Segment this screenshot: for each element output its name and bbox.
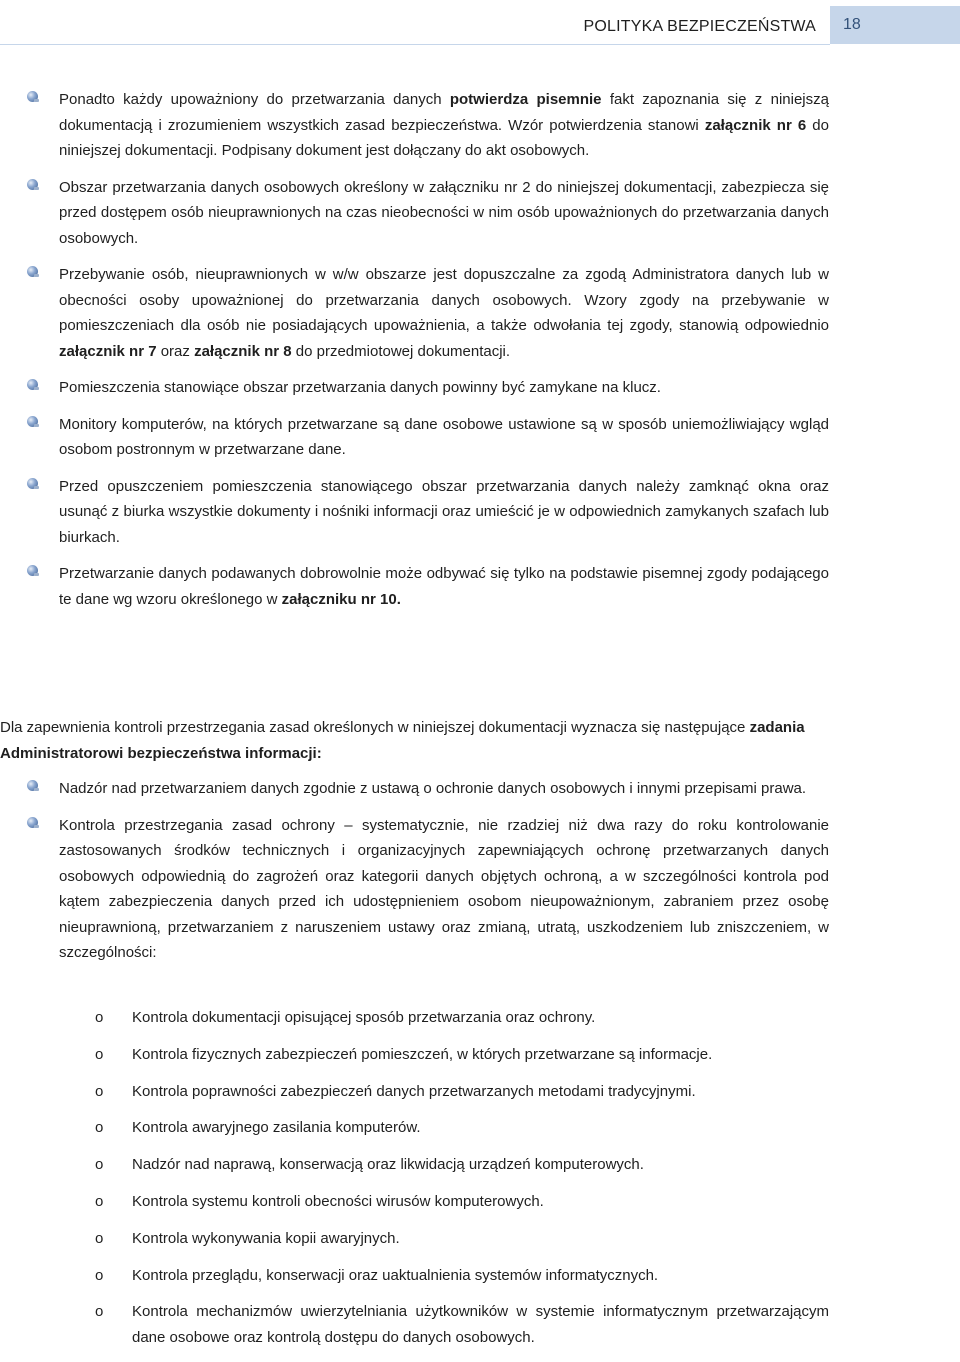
- text-run: Monitory komputerów, na których przetwarzane są dane osobowe ustawione są w sposób uniemożliwiający wgląd osobom postronnym w przetwarzane dane.: [59, 415, 829, 458]
- bullet-icon: [27, 379, 38, 390]
- sublist-text: Nadzór nad naprawą, konserwacją oraz likwidacją urządzeń komputerowych.: [132, 1156, 644, 1174]
- page-number: 18: [830, 6, 960, 44]
- sublist-text: Kontrola mechanizmów uwierzytelniania użytkowników w systemie informatycznym przetwarzającym dane osobowe oraz kontrolą dostępu do danych osobowych.: [132, 1303, 829, 1346]
- bullet-item: [0, 175, 829, 252]
- circle-marker-icon: o: [95, 1192, 104, 1210]
- circle-marker-icon: o: [95, 1303, 104, 1321]
- bullet-text: [59, 262, 829, 364]
- sublist-item: [0, 1005, 829, 1031]
- circle-marker-icon: o: [95, 1156, 104, 1174]
- page-header: [0, 0, 960, 44]
- intro-text: Dla zapewnienia kontroli przestrzegania zasad określonych w niniejszej dokumentacji wyznacza się następujące: [0, 719, 750, 736]
- text-run: Obszar przetwarzania danych osobowych określony w załączniku nr 2 do niniejszej dokumentacji, zabezpiecza się przed dostępem osób nieuprawnionych na czas nieobecności w nim osób upoważnionych do przetwarzania danych osobowych.: [59, 178, 829, 247]
- sublist-text: Kontrola systemu kontroli obecności wirusów komputerowych.: [132, 1192, 544, 1210]
- bullet-icon: [27, 817, 38, 828]
- bullet-text: [59, 561, 829, 612]
- intro-bold: zadania Administratorowi bezpieczeństwa informacji:: [0, 719, 805, 762]
- circle-marker-icon: o: [95, 1119, 104, 1137]
- sublist-item: [0, 1042, 829, 1068]
- text-run: Przetwarzanie danych podawanych dobrowolnie może odbywać się tylko na podstawie pisemnej zgody podającego te dane wg wzoru określonego w: [59, 565, 829, 608]
- bullet-item: [0, 813, 829, 966]
- text-run: oraz: [156, 342, 195, 360]
- text-run: Pomieszczenia stanowiące obszar przetwarzania danych powinny być zamykane na klucz.: [59, 379, 661, 396]
- text-run: Kontrola przestrzegania zasad ochrony – systematycznie, nie rzadziej niż dwa razy do roku kontrolowanie zastosowanych środków technicznych i organizacyjnych zapewniających ochronę przetwarzanych danych osobowych odpowiednią do zagrożeń oraz kategorii danych objętych ochroną, a w szczególności kontrola pod kątem zabezpieczenia danych przed ich udostępnieniem osobom nieupoważnionym, zabraniem przez osobę nieuprawnioną, przetwarzaniem z naruszeniem ustawy oraz zmianą, utratą, uszkodzeniem lub zniszczeniem, w szczególności:: [59, 816, 829, 961]
- bold-text: załącznik nr 6: [704, 116, 807, 134]
- bold-text: załączniku nr 10.: [281, 590, 401, 608]
- sublist-text: Kontrola fizycznych zabezpieczeń pomieszczeń, w których przetwarzane są informacje.: [132, 1045, 713, 1063]
- bullet-icon: [27, 91, 38, 102]
- sublist-text: Kontrola wykonywania kopii awaryjnych.: [132, 1229, 400, 1247]
- section-intro: [0, 715, 830, 766]
- sublist-item: [0, 1189, 829, 1215]
- sublist-item: [0, 1115, 829, 1141]
- text-run: Przed opuszczeniem pomieszczenia stanowiącego obszar przetwarzania danych należy zamknąć okna oraz usunąć z biurka wszystkie dokumenty i nośniki informacji oraz umieścić je w odpowiednich zamykanych szafach lub biurkach.: [59, 477, 829, 546]
- text-run: Nadzór nad przetwarzaniem danych zgodnie z ustawą o ochronie danych osobowych i innymi przepisami prawa.: [59, 780, 807, 797]
- bullet-text: [59, 375, 829, 401]
- control-sublist: [0, 1005, 960, 1362]
- bullet-list-rules: [0, 87, 960, 623]
- sublist-text: Kontrola dokumentacji opisującej sposób przetwarzania oraz ochrony.: [132, 1009, 596, 1026]
- bullet-icon: [27, 565, 38, 576]
- bold-text: załącznik nr 7: [59, 342, 157, 360]
- bullet-icon: [27, 780, 38, 791]
- circle-marker-icon: o: [95, 1229, 104, 1247]
- bullet-text: [59, 412, 829, 463]
- text-run: fakt zapoznania się z niniejszą dokumentacją i zrozumieniem wszystkich zasad bezpieczeństwa. Wzór potwierdzenia stanowi: [59, 91, 829, 134]
- bullet-icon: [27, 478, 38, 489]
- text-run: do przedmiotowej dokumentacji.: [291, 342, 511, 360]
- circle-marker-icon: o: [95, 1045, 104, 1063]
- sublist-item: [0, 1263, 829, 1289]
- bullet-text: [59, 776, 829, 802]
- bullet-icon: [27, 179, 38, 190]
- bullet-item: [0, 474, 829, 551]
- circle-marker-icon: o: [95, 1009, 104, 1026]
- bullet-text: [59, 175, 829, 252]
- bullet-text: [59, 813, 829, 966]
- text-run: Przebywanie osób, nieuprawnionych w w/w obszarze jest dopuszczalne za zgodą Administratora danych lub w obecności osoby upoważnionej do przetwarzania danych osobowych. Wzory zgody na przebywanie w pomieszczeniach dla osób nie posiadających upoważnienia, a także odwołania tej zgody, stanowią odpowiednio: [59, 266, 829, 334]
- header-divider: [0, 44, 830, 45]
- sublist-item: [0, 1079, 829, 1105]
- sublist-text: Kontrola awaryjnego zasilania komputerów.: [132, 1119, 421, 1137]
- circle-marker-icon: o: [95, 1266, 104, 1284]
- bold-text: załącznik nr 8: [194, 342, 292, 360]
- sublist-text: Kontrola poprawności zabezpieczeń danych przetwarzanych metodami tradycyjnymi.: [132, 1082, 696, 1100]
- bullet-item: [0, 776, 829, 802]
- sublist-item: [0, 1299, 829, 1350]
- sublist-item: [0, 1226, 829, 1252]
- bullet-item: [0, 412, 829, 463]
- bullet-item: [0, 375, 829, 401]
- bullet-icon: [27, 266, 38, 277]
- document-title: POLITYKA BEZPIECZEŃSTWA: [583, 18, 816, 35]
- bullet-icon: [27, 416, 38, 427]
- bullet-text: [59, 87, 829, 164]
- bullet-list-duties: [0, 776, 960, 977]
- text-run: Ponadto każdy upoważniony do przetwarzania danych: [59, 91, 450, 108]
- bold-text: potwierdza pisemnie: [449, 91, 602, 108]
- sublist-text: Kontrola przeglądu, konserwacji oraz uaktualnienia systemów informatycznych.: [132, 1266, 659, 1284]
- text-run: do niniejszej dokumentacji. Podpisany dokument jest dołączany do akt osobowych.: [59, 116, 829, 159]
- sublist-item: [0, 1152, 829, 1178]
- circle-marker-icon: o: [95, 1082, 104, 1100]
- bullet-item: [0, 262, 829, 364]
- bullet-item: [0, 561, 829, 612]
- bullet-item: [0, 87, 829, 164]
- bullet-text: [59, 474, 829, 551]
